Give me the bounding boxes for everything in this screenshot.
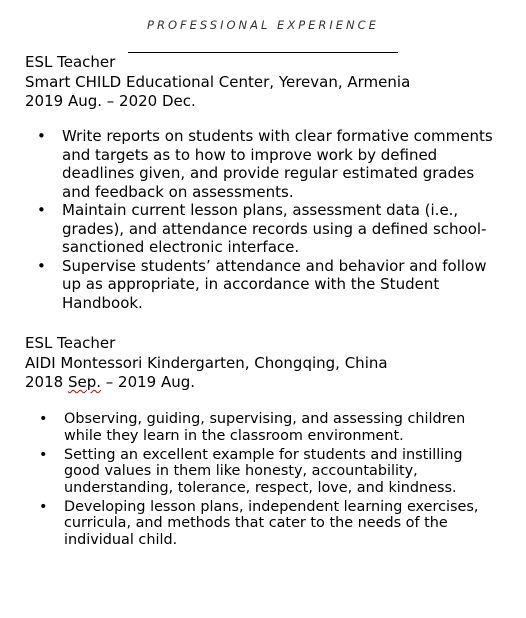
duty-text: Developing lesson plans, independent learning exercises, curricula, and methods that cater to the needs of the individual child.	[64, 498, 479, 548]
bullet-icon: •	[37, 127, 46, 145]
duty-text: Setting an excellent example for students and instilling good values in them like honesty, accountability, understanding, tolerance, respect, love, and kindness.	[64, 446, 463, 496]
job-title: ESL Teacher	[25, 334, 116, 352]
job-employer: Smart CHILD Educational Center, Yerevan, Armenia	[25, 72, 411, 91]
bullet-icon: •	[37, 201, 46, 219]
bullet-icon: •	[39, 411, 48, 427]
dates-end: – 2019 Aug.	[101, 373, 196, 391]
list-item	[37, 201, 507, 257]
list-item	[39, 447, 499, 497]
job-duties-list	[37, 127, 507, 312]
list-item	[37, 257, 507, 313]
job-dates: 2019 Aug. – 2020 Dec.	[25, 92, 196, 110]
duty-text: Maintain current lesson plans, assessment data (i.e., grades), and attendance records using a defined school-sanctioned electronic interface.	[62, 201, 487, 256]
bullet-icon: •	[39, 446, 48, 463]
duty-text: Write reports on students with clear formative comments and targets as to how to improve work by defined deadlines given, and provide regular estimated grades and feedback on assessments.	[62, 127, 493, 201]
spellcheck-flagged-word: Sep.	[67, 373, 101, 391]
bullet-icon: •	[39, 498, 48, 515]
job-entry	[25, 53, 505, 112]
section-heading: PROFESSIONAL EXPERIENCE	[147, 18, 379, 32]
duty-text: Observing, guiding, supervising, and assessing children while they learn in the classroom environment.	[64, 411, 466, 444]
dates-start: 2018	[25, 373, 68, 391]
job-title: ESL Teacher	[25, 53, 116, 71]
job-dates	[25, 373, 505, 393]
list-item	[39, 411, 499, 444]
job-employer: AIDI Montessori Kindergarten, Chongqing, China	[25, 353, 388, 372]
duty-text: Supervise students’ attendance and behavior and follow up as appropriate, in accordance with the Student Handbook.	[62, 256, 487, 312]
bullet-icon: •	[37, 256, 46, 275]
list-item	[37, 127, 507, 201]
job-duties-list	[39, 411, 499, 551]
job-entry	[25, 334, 505, 393]
list-item	[39, 499, 499, 549]
